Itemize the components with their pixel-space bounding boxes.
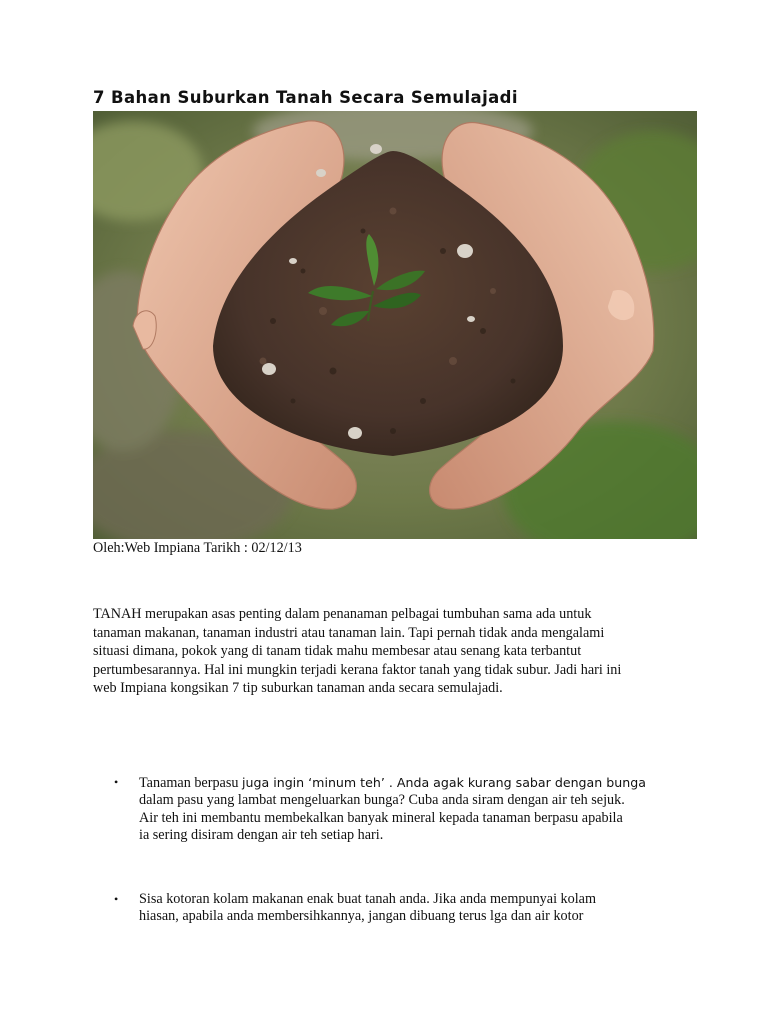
- bullet-icon: •: [114, 892, 119, 906]
- list-item: [114, 891, 684, 926]
- intro-line: tanaman makanan, tanaman industri atau tanaman lain. Tapi pernah tidak anda mengalami: [93, 624, 605, 641]
- tip-line: [139, 774, 684, 792]
- tip-text-serif: Tanaman berpasu: [139, 775, 243, 791]
- bullet-icon: •: [114, 775, 119, 789]
- tip-line: Sisa kotoran kolam makanan enak buat tanah anda. Jika anda mempunyai kolam: [139, 891, 597, 907]
- intro-line: web Impiana kongsikan 7 tip suburkan tanaman anda secara semulajadi.: [93, 680, 503, 697]
- intro-line: pertumbesarannya. Hal ini mungkin terjadi kerana faktor tanah yang tidak subur. Jadi hari ini: [93, 661, 622, 678]
- tip-text-sans: juga ingin ‘minum teh’ . Anda agak kurang sabar dengan bunga: [242, 775, 646, 790]
- article-title: 7 Bahan Suburkan Tanah Secara Semulajadi: [93, 88, 518, 107]
- byline: Oleh:Web Impiana Tarikh : 02/12/13: [93, 540, 302, 556]
- tip-line: hiasan, apabila anda membersihkannya, jangan dibuang terus lga dan air kotor: [139, 908, 584, 925]
- hero-image: [93, 111, 697, 539]
- intro-line: TANAH merupakan asas penting dalam penanaman pelbagai tumbuhan sama ada untuk: [93, 606, 592, 622]
- list-item: [114, 774, 684, 845]
- tip-line: Air teh ini membantu membekalkan banyak mineral kepada tanaman berpasu apabila: [139, 809, 623, 826]
- intro-line: situasi dimana, pokok yang di tanam tidak mahu membesar atau senang kata terbantut: [93, 643, 582, 660]
- hands-with-soil-illustration: [93, 111, 697, 539]
- tip-line: dalam pasu yang lambat mengeluarkan bunga? Cuba anda siram dengan air teh sejuk.: [139, 792, 625, 809]
- intro-paragraph: [93, 605, 683, 698]
- tip-line: ia sering disiram dengan air teh setiap hari.: [139, 827, 384, 844]
